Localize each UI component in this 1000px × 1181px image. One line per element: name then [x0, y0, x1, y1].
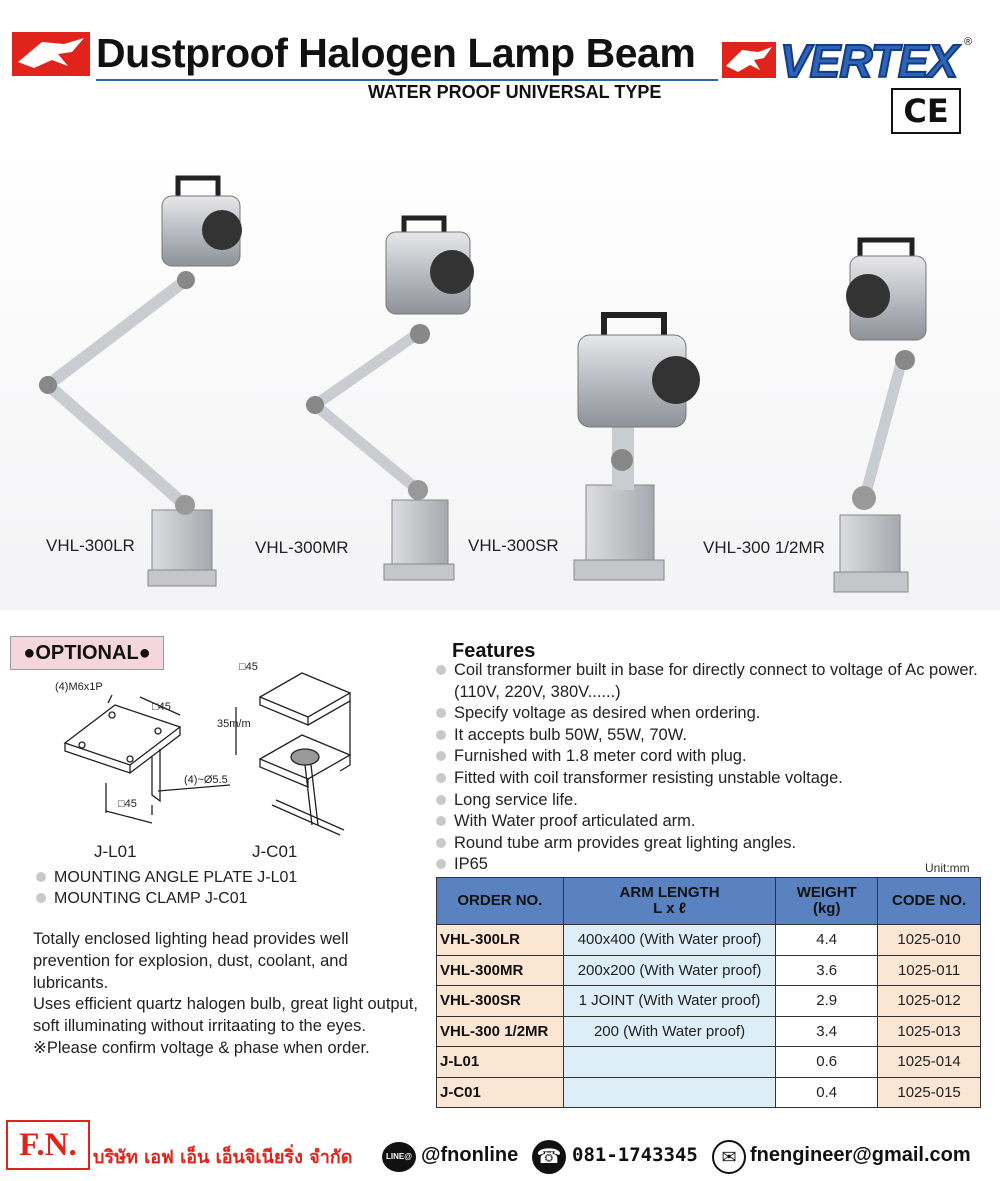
- feature-item: Fitted with coil transformer resisting unstable voltage.: [436, 768, 988, 790]
- lamp-vhl-300mr: [306, 218, 474, 580]
- cell-arm: 1 JOINT (With Water proof): [563, 986, 776, 1017]
- eagle-icon: [12, 32, 90, 76]
- page-subtitle: WATER PROOF UNIVERSAL TYPE: [368, 82, 662, 102]
- registered-mark: ®: [964, 36, 973, 48]
- line-id[interactable]: @fnonline: [421, 1144, 519, 1166]
- phone-number[interactable]: 081-1743345: [572, 1144, 698, 1166]
- bullet-icon: [436, 859, 446, 869]
- product-description: [33, 929, 418, 1060]
- header-arm-length: ARM LENGTH L x ℓ: [563, 878, 776, 925]
- cell-arm: [563, 1047, 776, 1078]
- cell-code: 1025-012: [878, 986, 981, 1017]
- drawing-label-j-c01: J-C01: [252, 842, 298, 861]
- email-link[interactable]: fnengineer@gmail.com: [750, 1144, 971, 1166]
- description-note: ※Please confirm voltage & phase when order.: [33, 1038, 370, 1057]
- company-name: บริษัท เอฟ เอ็น เอ็นจิเนียริ่ง จำกัด: [93, 1147, 353, 1168]
- phone-icon: ☎: [532, 1140, 566, 1174]
- table-header-row: [437, 878, 981, 925]
- ce-mark: CE: [891, 88, 961, 134]
- feature-item: With Water proof articulated arm.: [436, 811, 988, 833]
- dim-l01-top: □45: [152, 701, 171, 713]
- cell-order: J-L01: [437, 1047, 564, 1078]
- cell-arm: 200 (With Water proof): [563, 1016, 776, 1047]
- table-row: [437, 1077, 981, 1108]
- bullet-icon: [36, 893, 46, 903]
- cell-code: 1025-015: [878, 1077, 981, 1108]
- lamp-label-vhl-300lr: VHL-300LR: [46, 536, 135, 555]
- drawing-j-l01: [65, 695, 230, 823]
- cell-order: VHL-300LR: [437, 925, 564, 956]
- feature-item: It accepts bulb 50W, 55W, 70W.: [436, 725, 988, 747]
- cell-order: J-C01: [437, 1077, 564, 1108]
- feature-item: IP65: [436, 854, 988, 876]
- optional-tag: ●OPTIONAL●: [10, 636, 164, 670]
- drawing-j-c01: [236, 673, 350, 835]
- dim-c01-height: 35m/m: [217, 718, 251, 730]
- cell-arm: 200x200 (With Water proof): [563, 955, 776, 986]
- table-row: [437, 925, 981, 956]
- bullet-icon: [436, 838, 446, 848]
- features-list: [436, 660, 988, 876]
- description-paragraph: Totally enclosed lighting head provides well prevention for explosion, dust, coolant, and lubricants.: [33, 930, 349, 992]
- features-title: Features: [452, 640, 536, 662]
- dim-l01-bottom: □45: [118, 798, 137, 810]
- bullet-icon: [436, 795, 446, 805]
- cell-weight: 0.6: [776, 1047, 878, 1078]
- bullet-icon: [436, 773, 446, 783]
- lamp-vhl-300sr: [574, 315, 700, 580]
- company-bird-logo: [12, 32, 90, 76]
- lamp-vhl-300lr: [39, 178, 242, 586]
- cell-order: VHL-300SR: [437, 986, 564, 1017]
- description-paragraph: Uses efficient quartz halogen bulb, great light output, soft illuminating without irritaating to the eyes.: [33, 995, 418, 1036]
- lamp-vhl-300-half-mr: [834, 240, 926, 592]
- table-row: [437, 1016, 981, 1047]
- line-icon: LINE@: [382, 1142, 416, 1172]
- cell-weight: 4.4: [776, 925, 878, 956]
- cell-code: 1025-011: [878, 955, 981, 986]
- cell-weight: 2.9: [776, 986, 878, 1017]
- lamp-label-vhl-300mr: VHL-300MR: [255, 538, 349, 557]
- optional-item: MOUNTING CLAMP J-C01: [36, 890, 248, 908]
- feature-item: Long service life.: [436, 790, 988, 812]
- feature-item: Specify voltage as desired when ordering.: [436, 703, 988, 725]
- bullet-icon: [36, 872, 46, 882]
- table-row: [437, 986, 981, 1017]
- page-title: Dustproof Halogen Lamp Beam: [96, 30, 696, 76]
- header-code-no: CODE NO.: [878, 878, 981, 925]
- cell-code: 1025-010: [878, 925, 981, 956]
- feature-item: Round tube arm provides great lighting angles.: [436, 833, 988, 855]
- table-row: [437, 955, 981, 986]
- bullet-icon: [436, 751, 446, 761]
- cell-code: 1025-014: [878, 1047, 981, 1078]
- vertex-flag-logo: [722, 42, 776, 78]
- cell-code: 1025-013: [878, 1016, 981, 1047]
- dim-l01-hole: (4)~Ø5.5: [184, 774, 228, 786]
- drawing-label-j-l01: J-L01: [94, 842, 137, 861]
- table-row: [437, 1047, 981, 1078]
- eagle-icon: [722, 42, 776, 78]
- cell-arm: [563, 1077, 776, 1108]
- feature-item: Coil transformer built in base for directly connect to voltage of Ac power. (110V, 220V, 380V......): [436, 660, 988, 703]
- header-weight: WEIGHT (kg): [776, 878, 878, 925]
- optional-item: MOUNTING ANGLE PLATE J-L01: [36, 869, 297, 887]
- mail-icon: ✉: [712, 1140, 746, 1174]
- bullet-icon: [436, 816, 446, 826]
- bullet-icon: [436, 730, 446, 740]
- cell-weight: 3.4: [776, 1016, 878, 1047]
- lamp-label-vhl-300-half-mr: VHL-300 1/2MR: [703, 538, 825, 557]
- bullet-icon: [436, 665, 446, 675]
- cell-weight: 0.4: [776, 1077, 878, 1108]
- header-order-no: ORDER NO.: [437, 878, 564, 925]
- cell-order: VHL-300 1/2MR: [437, 1016, 564, 1047]
- fn-logo: F.N.: [6, 1120, 90, 1170]
- unit-note: Unit:mm: [925, 861, 970, 875]
- cell-arm: 400x400 (With Water proof): [563, 925, 776, 956]
- cell-order: VHL-300MR: [437, 955, 564, 986]
- feature-item: Furnished with 1.8 meter cord with plug.: [436, 746, 988, 768]
- title-underline: [96, 79, 718, 81]
- dim-c01-top: □45: [239, 661, 258, 673]
- lamp-label-vhl-300sr: VHL-300SR: [468, 536, 559, 555]
- spec-table: [436, 877, 981, 1108]
- dim-thread: (4)M6x1P: [55, 681, 103, 693]
- brand-logo: VERTEX: [780, 35, 958, 87]
- cell-weight: 3.6: [776, 955, 878, 986]
- bullet-icon: [436, 708, 446, 718]
